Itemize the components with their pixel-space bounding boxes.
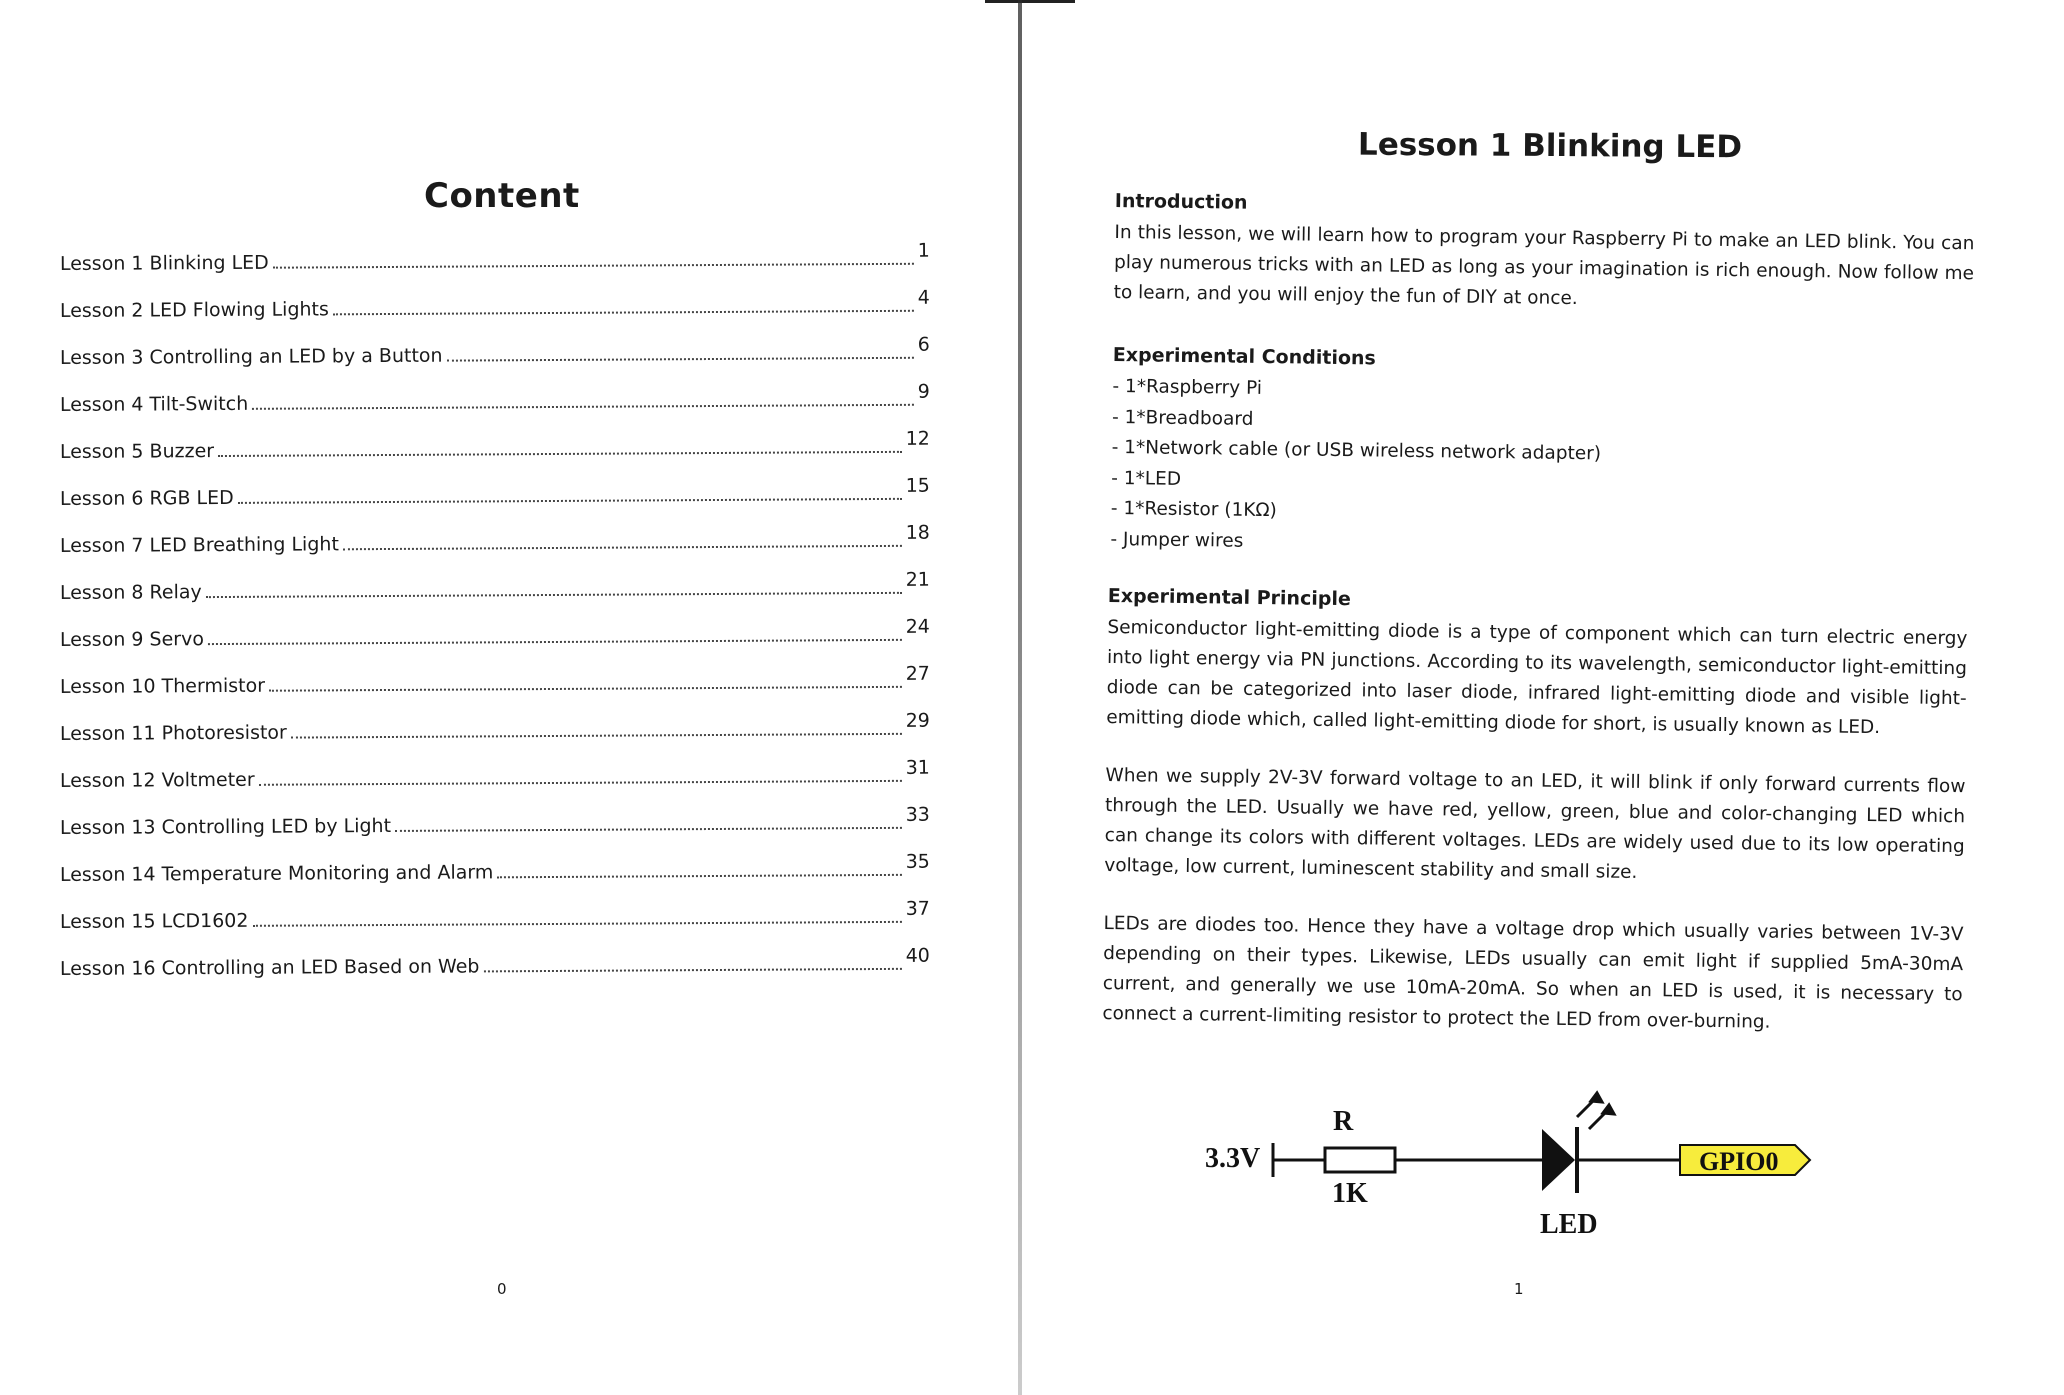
toc-title: Content [424, 176, 580, 216]
toc-leader-dots [218, 451, 902, 457]
toc-leader-dots [252, 921, 901, 927]
condition-item: - 1*Network cable (or USB wireless network adapter) [1111, 436, 1602, 465]
toc-entry [60, 834, 930, 886]
toc-leader-dots [259, 780, 902, 786]
toc-leader-dots [269, 686, 902, 692]
condition-item: - 1*Resistor (1KΩ) [1110, 497, 1277, 522]
toc-entry-page: 4 [917, 286, 930, 309]
toc-entry [60, 505, 930, 557]
toc-entry-page: 21 [905, 568, 930, 591]
led-circuit-diagram [1205, 1085, 1825, 1245]
introduction-text: In this lesson, we will learn how to program your Raspberry Pi to make an LED blink. You can play numerous tricks with an LED as long as your imagination is rich enough. Now follow me to learn, and you will enjoy the fun of DIY at once. [1113, 221, 1975, 310]
toc-entry-label: Lesson 11 Photoresistor [59, 721, 287, 745]
principle-heading: Experimental Principle [1107, 585, 1351, 611]
condition-item: - 1*LED [1111, 467, 1182, 490]
toc-entry-page: 1 [917, 239, 930, 262]
toc-leader-dots [395, 827, 902, 832]
toc-entry [60, 458, 930, 510]
led-label: LED [1540, 1209, 1598, 1240]
source-voltage-label: 3.3V [1205, 1143, 1261, 1174]
conditions-list [1110, 372, 1972, 566]
introduction-heading: Introduction [1114, 190, 1248, 214]
toc-entry-label: Lesson 7 LED Breathing Light [59, 533, 339, 557]
toc-leader-dots [208, 639, 902, 645]
toc-entry-label: Lesson 9 Servo [59, 628, 205, 651]
toc-entry-label: Lesson 5 Buzzer [59, 440, 215, 463]
toc-leader-dots [238, 498, 902, 504]
toc-entry-page: 33 [905, 803, 930, 826]
toc-entry [60, 646, 930, 698]
principle-paragraph-1: Semiconductor light-emitting diode is a type of component which can turn electric energy into light energy via PN junctions. According to its wavelength, semiconductor light-emitting diode can be categorized into laser diode, infrared light-emitting diode and visible light-emitting diode which, called light-emitting diode for short, is usually known as LED. [1106, 616, 1968, 739]
book-spine [1018, 0, 1022, 1395]
toc-entry-page: 27 [905, 662, 930, 685]
toc-entry-label: Lesson 12 Voltmeter [59, 768, 255, 792]
toc-entry-page: 37 [905, 897, 930, 920]
gpio-label: GPIO0 [1699, 1147, 1779, 1176]
conditions-section [1110, 344, 1973, 566]
introduction-section [1113, 190, 1974, 319]
toc-entry-label: Lesson 10 Thermistor [59, 674, 266, 698]
toc-list [60, 228, 930, 980]
toc-entry-label: Lesson 3 Controlling an LED by a Button [59, 344, 443, 369]
toc-entry [60, 599, 930, 651]
toc-entry-label: Lesson 2 LED Flowing Lights [59, 298, 329, 322]
toc-leader-dots [252, 404, 914, 410]
toc-entry [60, 552, 930, 604]
right-page-number: 1 [1514, 1280, 1524, 1298]
toc-entry-label: Lesson 8 Relay [59, 581, 202, 604]
resistor-symbol [1325, 1148, 1395, 1172]
toc-entry-page: 31 [905, 756, 930, 779]
toc-entry-page: 29 [905, 709, 930, 732]
toc-entry-page: 24 [905, 615, 930, 638]
toc-leader-dots [497, 874, 901, 878]
left-page-number: 0 [497, 1280, 507, 1298]
toc-entry-page: 9 [917, 380, 930, 403]
toc-entry [60, 928, 930, 980]
toc-leader-dots [447, 357, 914, 362]
toc-entry-page: 12 [905, 427, 930, 450]
toc-leader-dots [273, 263, 914, 269]
toc-entry-label: Lesson 1 Blinking LED [59, 251, 269, 275]
principle-paragraph-3: LEDs are diodes too. Hence they have a voltage drop which usually varies between 1V-3V depending on their types. Likewise, LEDs usually can emit light if supplied 5mA-30mA current, and generally we use 10mA-20mA. So when an LED is used, it is necessary to connect a current-limiting resistor to protect the LED from over-burning. [1102, 912, 1964, 1033]
toc-entry-page: 35 [905, 850, 930, 873]
toc-entry-page: 6 [917, 333, 930, 356]
toc-entry [60, 740, 930, 792]
toc-leader-dots [483, 968, 901, 973]
right-page [1025, 0, 2064, 1395]
resistor-value-label: 1K [1332, 1178, 1368, 1209]
toc-entry [60, 693, 930, 745]
toc-entry [60, 364, 930, 416]
toc-entry [60, 787, 930, 839]
toc-entry-label: Lesson 6 RGB LED [59, 486, 234, 510]
toc-entry-label: Lesson 14 Temperature Monitoring and Alarm [59, 861, 494, 886]
toc-entry-page: 18 [905, 521, 930, 544]
toc-entry [60, 317, 930, 369]
conditions-heading: Experimental Conditions [1112, 344, 1376, 370]
condition-item: - 1*Breadboard [1111, 406, 1254, 430]
led-diode-symbol [1542, 1129, 1575, 1191]
toc-leader-dots [343, 545, 902, 550]
toc-leader-dots [333, 310, 914, 316]
toc-leader-dots [291, 733, 902, 739]
toc-entry-label: Lesson 15 LCD1602 [59, 909, 249, 933]
light-emission-icon [1577, 1093, 1614, 1129]
condition-item: - Jumper wires [1110, 528, 1244, 552]
principle-paragraph-2: When we supply 2V-3V forward voltage to an LED, it will blink if only forward currents flow through the LED. Usually we have red, yellow, green, blue and color-changing LED which can change its colors with different voltages. LEDs are widely used due to its low operating voltage, low current, luminescent stability and small size. [1104, 764, 1966, 883]
toc-entry-page: 15 [905, 474, 930, 497]
left-page [0, 0, 1015, 1395]
resistor-label: R [1333, 1106, 1354, 1137]
toc-entry [60, 270, 930, 322]
toc-entry [60, 411, 930, 463]
toc-entry-label: Lesson 13 Controlling LED by Light [59, 814, 392, 839]
toc-entry-page: 40 [905, 944, 930, 967]
toc-entry-label: Lesson 16 Controlling an LED Based on Web [59, 955, 480, 980]
condition-item: - 1*Raspberry Pi [1112, 375, 1263, 399]
lesson-title: Lesson 1 Blinking LED [1357, 126, 1743, 166]
toc-entry-label: Lesson 4 Tilt-Switch [59, 392, 249, 416]
toc-entry [60, 223, 930, 275]
toc-entry [60, 881, 930, 933]
principle-section [1102, 585, 1968, 1040]
toc-leader-dots [206, 592, 902, 598]
